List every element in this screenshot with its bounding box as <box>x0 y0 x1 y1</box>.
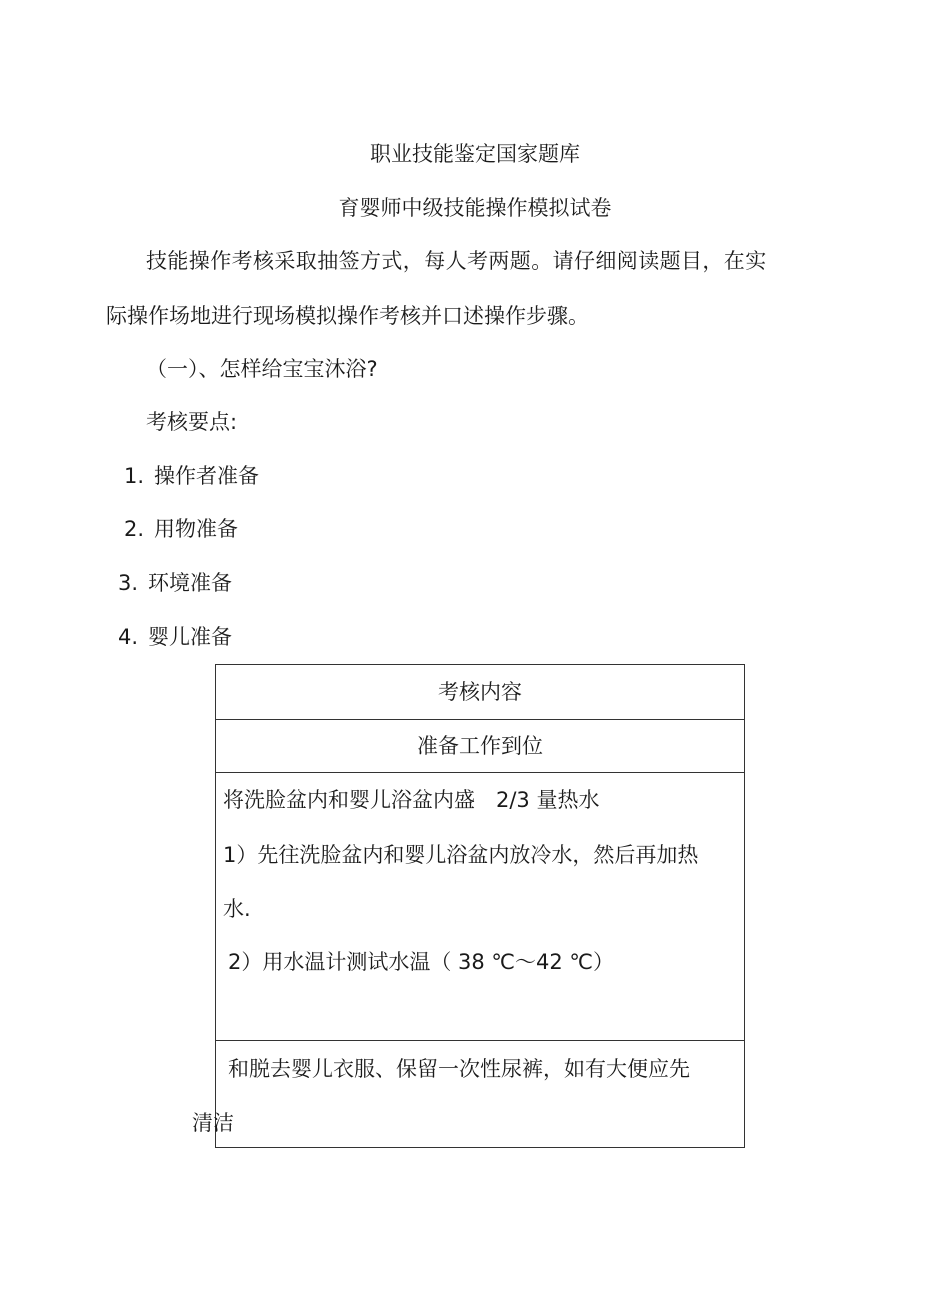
document-subtitle: 育婴师中级技能操作模拟试卷 <box>338 196 612 220</box>
intro-paragraph-line-1: 技能操作考核采取抽签方式，每人考两题。请仔细阅读题目，在实 <box>146 249 767 273</box>
key-point-number: 1. <box>124 464 145 488</box>
table-cell-line: 将洗脸盆内和婴儿浴盆内盛 2/3 量热水 <box>223 788 600 812</box>
question-heading: （一）、怎样给宝宝沐浴? <box>146 357 378 381</box>
assessment-table <box>192 664 745 1148</box>
key-point-item <box>118 622 232 652</box>
key-point-item <box>124 461 259 491</box>
table-cell-line: 水. <box>223 897 251 921</box>
key-point-number: 4. <box>118 625 139 649</box>
table-divider <box>216 1040 744 1041</box>
key-point-text: 操作者准备 <box>154 464 260 488</box>
table-cell-line: 2）用水温计测试水温（ 38 ℃～42 ℃） <box>228 950 614 974</box>
key-point-text: 用物准备 <box>154 517 239 541</box>
table-cell-line: 和脱去婴儿衣服、保留一次性尿裤，如有大便应先 <box>228 1057 690 1081</box>
intro-paragraph-line-2: 际操作场地进行现场模拟操作考核并口述操作步骤。 <box>106 304 589 328</box>
key-point-text: 婴儿准备 <box>148 625 233 649</box>
table-cell-line: 1）先往洗脸盆内和婴儿浴盆内放冷水，然后再加热 <box>223 843 699 867</box>
table-section-title: 准备工作到位 <box>417 734 543 758</box>
table-divider <box>216 719 744 720</box>
key-point-item <box>118 568 232 598</box>
table-header: 考核内容 <box>438 680 522 704</box>
key-point-number: 2. <box>124 517 145 541</box>
table-cell-line: 清洁 <box>192 1111 234 1135</box>
key-points-label: 考核要点: <box>146 410 238 434</box>
document-title: 职业技能鉴定国家题库 <box>370 142 580 166</box>
table-divider <box>216 772 744 773</box>
key-point-text: 环境准备 <box>148 571 233 595</box>
key-point-number: 3. <box>118 571 139 595</box>
key-point-item <box>124 514 238 544</box>
